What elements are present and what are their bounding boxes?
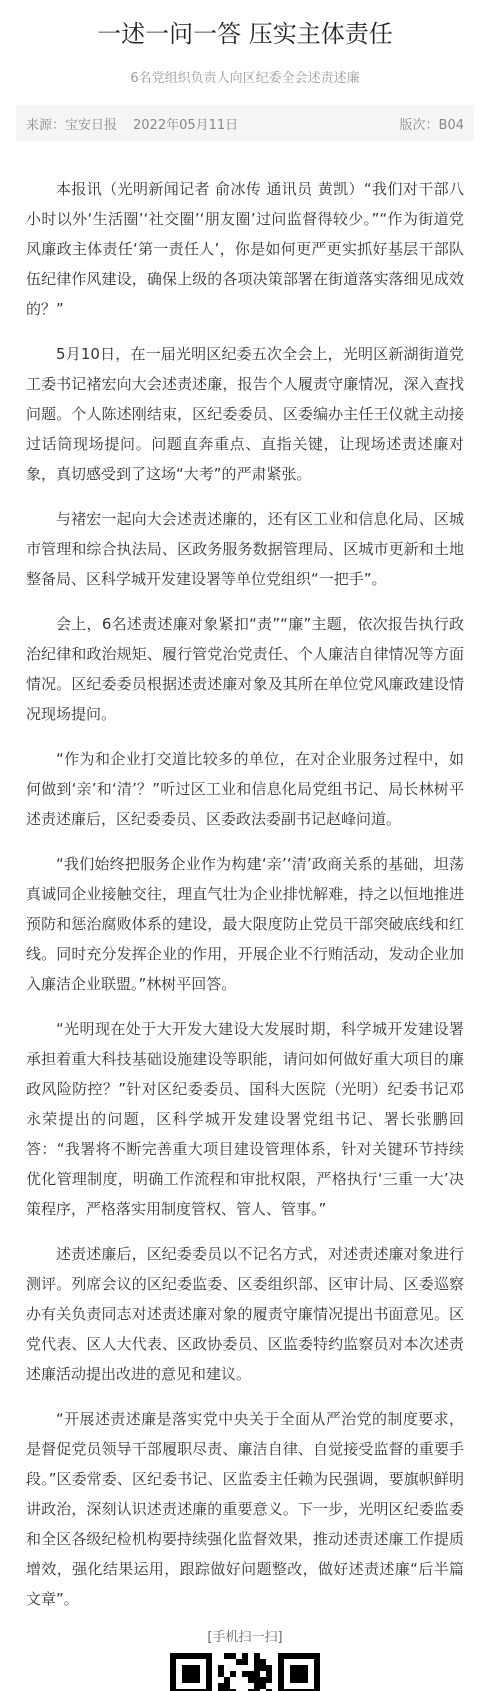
source-label: 来源：宝安日报: [26, 117, 118, 133]
paragraph-9: “开展述责述廉是落实党中央关于全面从严治党的制度要求，是督促党员领导干部履职尽责、廉洁自律、自觉接受监督的重要手段。”区委常委、区纪委书记、区监委主任赖为民强调，要旗帜鲜明讲政治，深刻认识述责述廉的重要意义。下一步，光明区纪委监委和全区各级纪检机构要持续强化监督效果，推动述责述廉工作提质增效，强化结果运用，跟踪做好问题整改，做好述责述廉“后半篇文章”。: [26, 1410, 464, 1608]
paragraph-1: 本报讯（光明新闻记者 俞冰传 通讯员 黄凯）“我们对干部八小时以外‘生活圈’‘社交圈’‘朋友圈’过问监督得较少。”“作为街道党风廉政主体责任‘第一责任人’，你是如何更严更实抓好基层干部队伍纪律作风建设，确保上级的各项决策部署在街道落实落细见成效的？”: [26, 180, 464, 318]
paragraph-4: 会上，6名述责述廉对象紧扣“责”“廉”主题，依次报告执行政治纪律和政治规矩、履行管党治党责任、个人廉洁自律情况等方面情况。区纪委委员根据述责述廉对象及其所在单位党风廉政建设情况现场提问。: [26, 615, 464, 723]
article-body: [26, 174, 464, 1691]
paragraph-7: “光明现在处于大开发大建设大发展时期，科学城开发建设署承担着重大科技基础设施建设等职能，请问如何做好重大项目的廉政风险防控？”针对区纪委委员、国科大医院（光明）纪委书记邓永荣提出的问题，区科学城开发建设署党组书记、署长张鹏回答：“我署将不断完善重大项目建设管理体系，针对关键环节持续优化管理制度，明确工作流程和审批权限，严格执行‘三重一大’决策程序，严格落实用制度管权、管人、管事。”: [26, 1020, 464, 1218]
qr-label: [手机扫一扫]: [207, 1630, 283, 1645]
paragraph-5: “作为和企业打交道比较多的单位，在对企业服务过程中，如何做到‘亲’和‘清’？”听过区工业和信息化局党组书记、局长林树平述责述廉后，区纪委委员、区委政法委副书记赵峰问道。: [26, 750, 464, 828]
qr-code-icon[interactable]: [170, 1653, 320, 1691]
meta-left: [26, 114, 238, 133]
paragraph-8: 述责述廉后，区纪委委员以不记名方式，对述责述廉对象进行测评。列席会议的区纪委监委、区委组织部、区审计局、区委巡察办有关负责同志对述责述廉对象的履责守廉情况提出书面意见。区党代表、区人大代表、区政协委员、区监委特约监察员对本次述责述廉活动提出改进的意见和建议。: [26, 1245, 464, 1383]
publish-date: 2022年05月11日: [133, 117, 239, 133]
paragraph-2: 5月10日，在一届光明区纪委五次全会上，光明区新湖街道党工委书记褚宏向大会述责述廉，报告个人履责守廉情况，深入查找问题。个人陈述刚结束，区纪委委员、区委编办主任王仪就主动接过话筒现场提问。问题直奔重点、直指关键，让现场述责述廉对象，真切感受到了这场“大考”的严肃紧张。: [26, 345, 464, 483]
paragraph-3: 与褚宏一起向大会述责述廉的，还有区工业和信息化局、区城市管理和综合执法局、区政务服务数据管理局、区城市更新和土地整备局、区科学城开发建设署等单位党组织“一把手”。: [26, 510, 464, 588]
qr-code-graphic: [170, 1653, 320, 1691]
article-subtitle: 6名党组织负责人向区纪委全会述责述廉: [130, 71, 360, 86]
paragraph-6: “我们始终把服务企业作为构建‘亲’‘清’政商关系的基础，坦荡真诚同企业接触交往，理直气壮为企业排忧解难，持之以恒地推进预防和惩治腐败体系的建设，最大限度防止党员干部突破底线和红线。同时充分发挥企业的作用，开展企业不行贿活动，发动企业加入廉洁企业联盟。”林树平回答。: [26, 855, 464, 993]
article-meta-bar: [16, 105, 474, 141]
qr-section: [26, 1629, 464, 1691]
edition-label: 版次：B04: [399, 117, 464, 133]
article-title: 一述一问一答 压实主体责任: [97, 20, 393, 48]
